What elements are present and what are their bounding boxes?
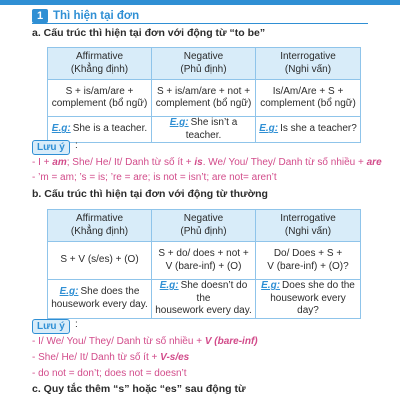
example-negative: E.g: She doesn’t do the housework every day. <box>152 280 256 319</box>
section-number-badge: 1 <box>32 9 48 23</box>
note-colon: : <box>75 319 78 330</box>
note-b-line-2: - She/ He/ It/ Danh từ số ít + V-s/es <box>32 352 190 363</box>
structure-negative: S + do/ does + not + V (bare-inf) + (O) <box>152 242 256 280</box>
part-a-heading: a. Cấu trúc thì hiện tại đơn với động từ “to be” <box>32 27 266 39</box>
structure-interrogative: Do/ Does + S + V (bare-inf) + (O)? <box>256 242 361 280</box>
section-title: Thì hiện tại đơn <box>53 9 140 22</box>
note-badge-a: Lưu ý <box>32 140 70 155</box>
example-affirmative: E.g: She is a teacher. <box>48 117 152 143</box>
structure-negative: S + is/am/are + not + complement (bổ ngữ) <box>152 80 256 117</box>
structure-affirmative: S + V (s/es) + (O) <box>48 242 152 280</box>
note-a-line-2: - ’m = am; ’s = is; ’re = are; is not = isn’t; are not= aren’t <box>32 172 277 183</box>
note-badge-b: Lưu ý <box>32 319 70 334</box>
note-colon: : <box>75 140 78 151</box>
part-c-heading: c. Quy tắc thêm “s” hoặc “es” sau động từ <box>32 383 246 395</box>
to-be-structure-table <box>47 47 361 143</box>
note-a-line-1: - I + am; She/ He/ It/ Danh từ số ít + is. We/ You/ They/ Danh từ số nhiều + are <box>32 157 382 168</box>
column-header-negative: Negative (Phủ định) <box>152 48 256 80</box>
note-b-line-3: - do not = don’t; does not = doesn’t <box>32 368 187 379</box>
section-divider <box>32 23 368 24</box>
column-header-interrogative: Interrogative (Nghi vấn) <box>256 48 361 80</box>
regular-verb-structure-table <box>47 209 361 319</box>
example-interrogative: E.g: Is she a teacher? <box>256 117 361 143</box>
column-header-negative: Negative (Phủ định) <box>152 210 256 242</box>
column-header-affirmative: Affirmative (Khẳng định) <box>48 48 152 80</box>
structure-interrogative: Is/Am/Are + S + complement (bổ ngữ) <box>256 80 361 117</box>
part-b-heading: b. Cấu trúc thì hiện tại đơn với động từ thường <box>32 188 268 200</box>
top-color-strip <box>0 0 400 5</box>
column-header-interrogative: Interrogative (Nghi vấn) <box>256 210 361 242</box>
example-interrogative: E.g: Does she do the housework every day? <box>256 280 361 319</box>
example-affirmative: E.g: She does the housework every day. <box>48 280 152 319</box>
example-negative: E.g: She isn’t a teacher. <box>152 117 256 143</box>
column-header-affirmative: Affirmative (Khẳng định) <box>48 210 152 242</box>
note-b-line-1: - I/ We/ You/ They/ Danh từ số nhiều + V (bare-inf) <box>32 336 258 347</box>
structure-affirmative: S + is/am/are + complement (bổ ngữ) <box>48 80 152 117</box>
section-header <box>32 8 139 23</box>
